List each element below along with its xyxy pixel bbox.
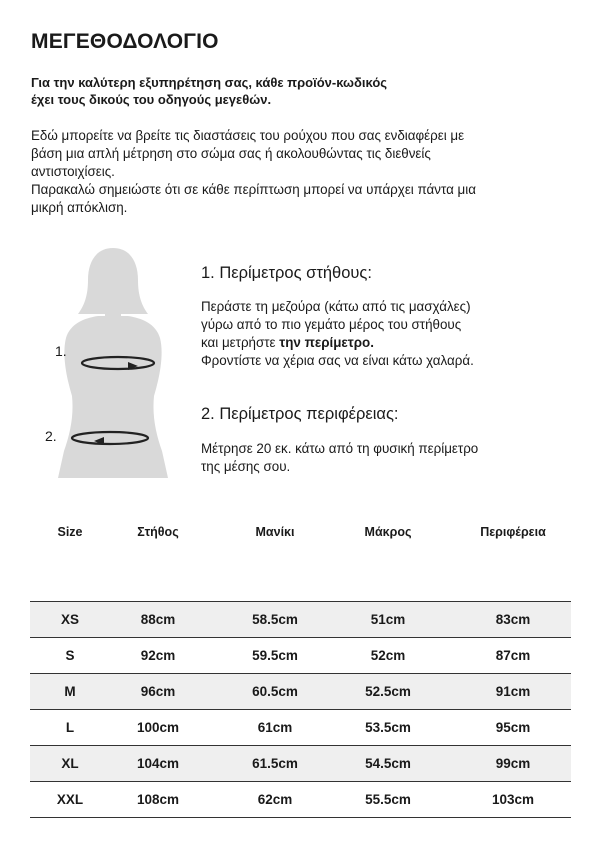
length-cell: 52.5cm (365, 684, 411, 699)
header-size: Size (57, 525, 83, 539)
size-cell: S (65, 648, 75, 663)
hips-cell: 95cm (495, 720, 531, 735)
chest-cell: 100cm (136, 720, 180, 735)
hips-cell: 87cm (495, 648, 531, 663)
chest-instructions (201, 298, 474, 370)
length-cell: 54.5cm (365, 756, 411, 771)
hips-cell: 91cm (495, 684, 531, 699)
table-row (30, 601, 571, 637)
chest-marker: 1. (55, 343, 67, 359)
header-chest: Στήθος (137, 525, 179, 539)
hips-cell: 103cm (491, 792, 535, 807)
size-cell: L (65, 720, 75, 735)
length-cell: 53.5cm (365, 720, 411, 735)
intro-line: αντιστοιχίσεις. (31, 164, 115, 179)
chest-line (201, 334, 474, 352)
hip-section-title: 2. Περίμετρος περιφέρειας: (201, 405, 399, 423)
chest-line: Φροντίστε να χέρια σας να είναι κάτω χαλαρά. (201, 353, 474, 368)
sleeve-cell: 61.5cm (252, 756, 298, 771)
hips-cell: 99cm (495, 756, 531, 771)
chest-line: Περάστε τη μεζούρα (κάτω από τις μασχάλες) (201, 299, 471, 314)
size-cell: XL (61, 756, 79, 771)
hip-line: Μέτρησε 20 εκ. κάτω από τη φυσική περίμετρο (201, 441, 479, 456)
hip-line: της μέσης σου. (201, 459, 291, 474)
subtitle-line: έχει τους δικούς του οδηγούς μεγεθών. (31, 92, 272, 107)
intro-line: μικρή απόκλιση. (31, 200, 128, 215)
subtitle (31, 74, 551, 108)
sleeve-cell: 58.5cm (252, 612, 298, 627)
chest-cell: 92cm (140, 648, 176, 663)
sleeve-cell: 59.5cm (252, 648, 298, 663)
intro-paragraph (31, 127, 571, 217)
intro-line: βάση μια απλή μέτρηση στο σώμα σας ή ακολουθώντας τις διεθνείς (31, 146, 431, 161)
sleeve-cell: 60.5cm (252, 684, 298, 699)
subtitle-line: Για την καλύτερη εξυπηρέτηση σας, κάθε προϊόν-κωδικός (31, 75, 388, 90)
chest-line-emphasis: την περίμετρο. (279, 335, 374, 350)
sleeve-cell: 61cm (257, 720, 293, 735)
size-cell: XS (60, 612, 79, 627)
table-row (30, 709, 571, 745)
table-row (30, 781, 571, 818)
chest-cell: 104cm (136, 756, 180, 771)
table-row (30, 637, 571, 673)
sleeve-cell: 62cm (257, 792, 293, 807)
length-cell: 55.5cm (365, 792, 411, 807)
table-row (30, 673, 571, 709)
chest-cell: 88cm (140, 612, 176, 627)
length-cell: 52cm (370, 648, 406, 663)
header-length: Μάκρος (364, 525, 412, 539)
body-silhouette-illustration (48, 246, 178, 486)
chest-cell: 108cm (136, 792, 180, 807)
size-cell: XXL (56, 792, 84, 807)
intro-line: Παρακαλώ σημειώστε ότι σε κάθε περίπτωση μπορεί να υπάρχει πάντα μια (31, 182, 476, 197)
table-row (30, 745, 571, 781)
page-title: ΜΕΓΕΘΟΔΟΛΟΓΙΟ (31, 30, 219, 53)
chest-line-prefix: και μετρήστε (201, 335, 280, 350)
chest-section-title: 1. Περίμετρος στήθους: (201, 264, 372, 282)
hip-marker: 2. (45, 428, 57, 444)
chest-cell: 96cm (140, 684, 176, 699)
header-hips: Περιφέρεια (480, 525, 546, 539)
chest-line: γύρω από το πιο γεμάτο μέρος του στήθους (201, 317, 462, 332)
length-cell: 51cm (370, 612, 406, 627)
hips-cell: 83cm (495, 612, 531, 627)
header-sleeve: Μανίκι (255, 525, 295, 539)
hip-instructions (201, 440, 478, 476)
intro-line: Εδώ μπορείτε να βρείτε τις διαστάσεις του ρούχου που σας ενδιαφέρει με (31, 128, 465, 143)
size-cell: M (64, 684, 76, 699)
